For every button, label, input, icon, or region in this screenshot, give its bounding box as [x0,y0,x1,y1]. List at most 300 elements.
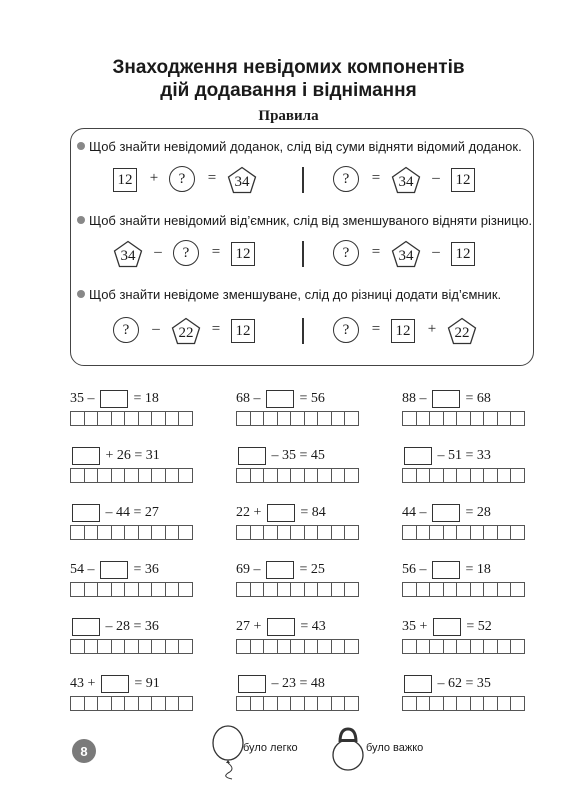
equation-right-part: – 62 = 35 [434,676,491,691]
grid-cell[interactable] [165,411,180,426]
grid-cell[interactable] [416,639,431,654]
grid-cell[interactable] [497,468,512,483]
answer-blank[interactable] [100,561,128,579]
grid-cell[interactable] [236,582,251,597]
calculation-grid [70,411,192,426]
exercise-equation [70,674,160,694]
calculation-grid [402,525,524,540]
grid-cell[interactable] [483,696,498,711]
equation-right-part: – 23 = 48 [268,676,325,691]
answer-blank[interactable] [72,504,100,522]
exercise-equation [70,560,159,580]
grid-cell[interactable] [277,696,292,711]
calculation-grid [236,639,358,654]
operator-sign: = [371,244,381,260]
calculation-grid [236,696,358,711]
grid-cell[interactable] [250,468,265,483]
formula-divider [302,241,304,267]
grid-cell[interactable] [470,639,485,654]
grid-cell[interactable] [151,468,166,483]
grid-cell[interactable] [84,468,99,483]
grid-cell[interactable] [510,696,525,711]
grid-cell[interactable] [97,525,112,540]
grid-cell[interactable] [416,468,431,483]
answer-blank[interactable] [238,675,266,693]
answer-blank[interactable] [404,675,432,693]
grid-cell[interactable] [70,639,85,654]
grid-cell[interactable] [165,525,180,540]
answer-blank[interactable] [72,447,100,465]
grid-cell[interactable] [497,525,512,540]
grid-cell[interactable] [344,411,359,426]
grid-cell[interactable] [138,639,153,654]
grid-cell[interactable] [470,411,485,426]
grid-cell[interactable] [165,639,180,654]
grid-cell[interactable] [331,696,346,711]
operator-sign: = [207,170,217,186]
grid-cell[interactable] [483,525,498,540]
grid-cell[interactable] [402,639,417,654]
equation-right-part: = 91 [130,676,160,691]
grid-cell[interactable] [456,696,471,711]
grid-cell[interactable] [344,582,359,597]
grid-cell[interactable] [84,411,99,426]
grid-cell[interactable] [402,525,417,540]
rule-sentence: Щоб знайти невідомий доданок, слід від суми відняти відомий доданок. [89,139,522,154]
grid-cell[interactable] [402,411,417,426]
grid-cell[interactable] [290,639,305,654]
equation-right-part: – 28 = 36 [102,619,159,634]
exercise-equation [70,446,160,466]
answer-blank[interactable] [266,561,294,579]
circle-value-box [173,240,199,266]
grid-cell[interactable] [290,582,305,597]
equation-right-part: + 26 = 31 [102,448,160,463]
grid-cell[interactable] [124,582,139,597]
grid-cell[interactable] [290,468,305,483]
exercise-equation [402,560,491,580]
answer-blank[interactable] [267,504,295,522]
equation-left-part: 44 – [402,505,430,520]
pentagon-value-box [227,166,257,194]
grid-cell[interactable] [178,525,193,540]
grid-cell[interactable] [97,582,112,597]
grid-cell[interactable] [236,639,251,654]
grid-cell[interactable] [317,411,332,426]
grid-cell[interactable] [250,582,265,597]
grid-cell[interactable] [402,696,417,711]
answer-blank[interactable] [72,618,100,636]
grid-cell[interactable] [470,696,485,711]
hard-label: було важко [366,742,424,754]
grid-cell[interactable] [510,525,525,540]
grid-cell[interactable] [429,525,444,540]
exercise-equation [236,617,326,637]
grid-cell[interactable] [263,468,278,483]
grid-cell[interactable] [331,468,346,483]
equation-right-part: – 44 = 27 [102,505,159,520]
operator-sign: – [152,321,160,337]
grid-cell[interactable] [416,582,431,597]
equation-left-part: 35 + [402,619,431,634]
grid-cell[interactable] [250,525,265,540]
grid-cell[interactable] [443,411,458,426]
equation-left-part: 43 + [70,676,99,691]
equation-left-part: 35 – [70,391,98,406]
bullet-icon [77,216,85,224]
circle-value-box [169,166,195,192]
grid-cell[interactable] [138,525,153,540]
calculation-grid [236,525,358,540]
square-value-box [451,168,475,192]
grid-cell[interactable] [483,411,498,426]
grid-cell[interactable] [317,639,332,654]
balloon-icon [211,724,247,780]
grid-cell[interactable] [151,411,166,426]
pentagon-value-box [391,240,421,268]
value-text: 12 [235,322,251,339]
pentagon-value-box [171,317,201,345]
calculation-grid [70,639,192,654]
value-text: 34 [234,173,250,190]
grid-cell[interactable] [138,696,153,711]
circle-value-box [333,240,359,266]
grid-cell[interactable] [97,696,112,711]
formula-divider [302,167,304,193]
operator-sign: – [432,170,440,186]
grid-cell[interactable] [97,639,112,654]
value-text: 34 [120,247,136,264]
grid-cell[interactable] [429,639,444,654]
exercise-equation [70,389,159,409]
grid-cell[interactable] [236,411,251,426]
value-text: ? [182,244,190,261]
grid-cell[interactable] [277,639,292,654]
grid-cell[interactable] [236,468,251,483]
grid-cell[interactable] [70,525,85,540]
exercise-equation [236,446,325,466]
equation-left-part: 69 – [236,562,264,577]
grid-cell[interactable] [443,525,458,540]
pentagon-value-box [113,240,143,268]
grid-cell[interactable] [497,582,512,597]
grid-cell[interactable] [138,582,153,597]
calculation-grid [236,582,358,597]
grid-cell[interactable] [111,639,126,654]
grid-cell[interactable] [84,696,99,711]
rule-sentence: Щоб знайти невідоме зменшуване, слід до різниці додати від’ємник. [89,287,502,302]
grid-cell[interactable] [178,696,193,711]
grid-cell[interactable] [250,411,265,426]
grid-cell[interactable] [151,582,166,597]
grid-cell[interactable] [304,411,319,426]
grid-cell[interactable] [236,696,251,711]
answer-blank[interactable] [100,390,128,408]
grid-cell[interactable] [416,696,431,711]
grid-cell[interactable] [443,696,458,711]
grid-cell[interactable] [97,411,112,426]
grid-cell[interactable] [84,639,99,654]
square-value-box [231,242,255,266]
grid-cell[interactable] [138,411,153,426]
grid-cell[interactable] [317,525,332,540]
value-text: ? [342,244,350,261]
equation-right-part: = 28 [462,505,491,520]
grid-cell[interactable] [456,582,471,597]
value-text: ? [178,170,186,187]
grid-cell[interactable] [304,525,319,540]
rule-text [77,139,522,154]
rule-text [77,287,501,302]
grid-cell[interactable] [510,411,525,426]
exercise-equation [402,389,491,409]
grid-cell[interactable] [429,411,444,426]
grid-cell[interactable] [165,468,180,483]
grid-cell[interactable] [250,639,265,654]
answer-blank[interactable] [433,618,461,636]
operator-sign: – [432,244,440,260]
value-text: ? [122,321,130,338]
grid-cell[interactable] [317,468,332,483]
grid-cell[interactable] [317,696,332,711]
square-value-box [231,319,255,343]
value-text: 34 [398,247,414,264]
circle-value-box [333,317,359,343]
grid-cell[interactable] [111,468,126,483]
rules-box [70,128,534,366]
easy-label: було легко [243,742,298,754]
answer-blank[interactable] [267,618,295,636]
answer-blank[interactable] [238,447,266,465]
grid-cell[interactable] [483,582,498,597]
equation-left-part: 88 – [402,391,430,406]
grid-cell[interactable] [402,582,417,597]
grid-cell[interactable] [70,468,85,483]
grid-cell[interactable] [124,696,139,711]
grid-cell[interactable] [497,639,512,654]
value-text: 22 [178,324,194,341]
formula-divider [302,318,304,344]
circle-value-box [113,317,139,343]
grid-cell[interactable] [443,639,458,654]
grid-cell[interactable] [497,696,512,711]
grid-cell[interactable] [84,582,99,597]
equation-left-part: 56 – [402,562,430,577]
grid-cell[interactable] [483,639,498,654]
calculation-grid [402,582,524,597]
calculation-grid [236,468,358,483]
grid-cell[interactable] [70,411,85,426]
equation-left-part: 68 – [236,391,264,406]
grid-cell[interactable] [497,411,512,426]
rules-heading: Правила [258,108,319,124]
grid-cell[interactable] [124,639,139,654]
circle-value-box [333,166,359,192]
grid-cell[interactable] [344,525,359,540]
grid-cell[interactable] [151,696,166,711]
calculation-grid [236,411,358,426]
grid-cell[interactable] [263,582,278,597]
equation-right-part: = 43 [296,619,326,634]
equation-left-part: 22 + [236,505,265,520]
value-text: 12 [455,245,471,262]
value-text: 22 [454,324,470,341]
grid-cell[interactable] [263,696,278,711]
calculation-grid [70,468,192,483]
calculation-grid [70,525,192,540]
answer-blank[interactable] [432,504,460,522]
equation-left-part: 27 + [236,619,265,634]
operator-sign: – [154,244,162,260]
calculation-grid [402,639,524,654]
equation-right-part: = 68 [462,391,491,406]
equation-right-part: = 18 [130,391,159,406]
operator-sign: = [211,244,221,260]
grid-cell[interactable] [304,582,319,597]
grid-cell[interactable] [277,468,292,483]
grid-cell[interactable] [178,639,193,654]
grid-cell[interactable] [443,468,458,483]
grid-cell[interactable] [344,639,359,654]
grid-cell[interactable] [304,639,319,654]
answer-blank[interactable] [266,390,294,408]
grid-cell[interactable] [290,525,305,540]
answer-blank[interactable] [101,675,129,693]
grid-cell[interactable] [456,525,471,540]
exercise-equation [402,446,491,466]
grid-cell[interactable] [470,468,485,483]
grid-cell[interactable] [416,411,431,426]
grid-cell[interactable] [483,468,498,483]
grid-cell[interactable] [263,639,278,654]
grid-cell[interactable] [402,468,417,483]
grid-cell[interactable] [165,696,180,711]
grid-cell[interactable] [165,582,180,597]
grid-cell[interactable] [416,525,431,540]
square-value-box [113,168,137,192]
grid-cell[interactable] [97,468,112,483]
operator-sign: + [427,321,437,337]
equation-left-part: 54 – [70,562,98,577]
grid-cell[interactable] [470,525,485,540]
equation-right-part: = 84 [296,505,326,520]
value-text: 12 [455,171,471,188]
calculation-grid [70,696,192,711]
grid-cell[interactable] [344,696,359,711]
grid-cell[interactable] [331,411,346,426]
equation-right-part: = 25 [296,562,325,577]
pentagon-value-box [447,317,477,345]
equation-right-part: – 35 = 45 [268,448,325,463]
grid-cell[interactable] [178,582,193,597]
grid-cell[interactable] [510,639,525,654]
grid-cell[interactable] [277,525,292,540]
grid-cell[interactable] [456,411,471,426]
calculation-grid [402,468,524,483]
grid-cell[interactable] [111,411,126,426]
page-title-line-1: Знаходження невідомих компонентів [112,57,465,78]
value-text: 12 [117,171,133,188]
grid-cell[interactable] [178,468,193,483]
grid-cell[interactable] [70,582,85,597]
calculation-grid [70,582,192,597]
grid-cell[interactable] [151,525,166,540]
grid-cell[interactable] [331,525,346,540]
grid-cell[interactable] [429,468,444,483]
grid-cell[interactable] [304,696,319,711]
grid-cell[interactable] [263,525,278,540]
grid-cell[interactable] [456,639,471,654]
grid-cell[interactable] [263,411,278,426]
grid-cell[interactable] [304,468,319,483]
grid-cell[interactable] [510,468,525,483]
grid-cell[interactable] [290,696,305,711]
grid-cell[interactable] [151,639,166,654]
value-text: 12 [395,322,411,339]
value-text: 12 [235,245,251,262]
equation-right-part: = 36 [130,562,159,577]
answer-blank[interactable] [432,390,460,408]
value-text: ? [342,321,350,338]
grid-cell[interactable] [124,525,139,540]
grid-cell[interactable] [277,411,292,426]
grid-cell[interactable] [443,582,458,597]
grid-cell[interactable] [138,468,153,483]
square-value-box [391,319,415,343]
rule-sentence: Щоб знайти невідомий від’ємник, слід від зменшуваного відняти різницю. [89,213,533,228]
grid-cell[interactable] [429,696,444,711]
equation-right-part: – 51 = 33 [434,448,491,463]
exercise-equation [236,560,325,580]
bullet-icon [77,290,85,298]
grid-cell[interactable] [456,468,471,483]
calculation-grid [402,696,524,711]
rule-text [77,213,532,228]
grid-cell[interactable] [124,411,139,426]
grid-cell[interactable] [84,525,99,540]
operator-sign: = [371,321,381,337]
exercise-equation [236,503,326,523]
grid-cell[interactable] [290,411,305,426]
operator-sign: = [371,170,381,186]
value-text: 34 [398,173,414,190]
grid-cell[interactable] [331,639,346,654]
grid-cell[interactable] [111,525,126,540]
grid-cell[interactable] [236,525,251,540]
grid-cell[interactable] [178,411,193,426]
exercise-equation [70,617,159,637]
square-value-box [451,242,475,266]
grid-cell[interactable] [70,696,85,711]
grid-cell[interactable] [111,582,126,597]
grid-cell[interactable] [250,696,265,711]
grid-cell[interactable] [344,468,359,483]
grid-cell[interactable] [111,696,126,711]
grid-cell[interactable] [124,468,139,483]
bullet-icon [77,142,85,150]
grid-cell[interactable] [510,582,525,597]
answer-blank[interactable] [432,561,460,579]
grid-cell[interactable] [331,582,346,597]
grid-cell[interactable] [470,582,485,597]
grid-cell[interactable] [429,582,444,597]
answer-blank[interactable] [404,447,432,465]
equation-right-part: = 18 [462,562,491,577]
pentagon-value-box [391,166,421,194]
grid-cell[interactable] [317,582,332,597]
kettlebell-icon [330,726,366,774]
grid-cell[interactable] [277,582,292,597]
